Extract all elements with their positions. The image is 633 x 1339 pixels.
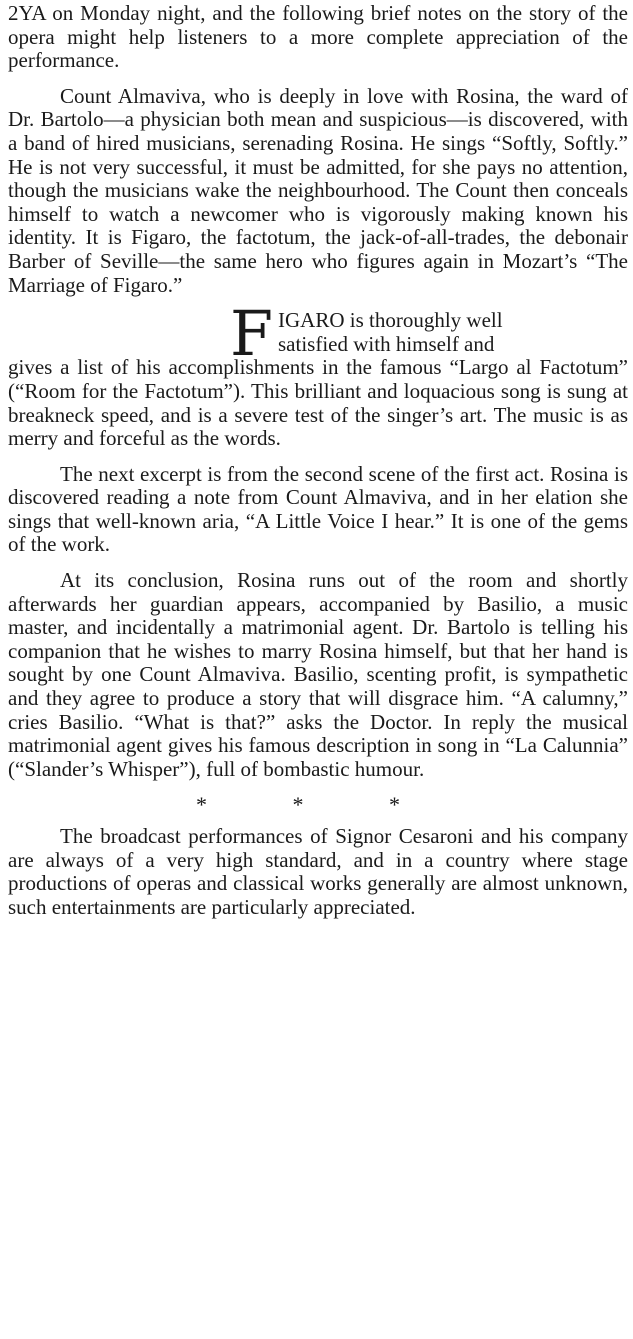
- article-column: [8, 2, 628, 931]
- paragraph-figaro-line1: IGARO is thoroughly well: [278, 308, 503, 333]
- paragraph-intro: 2YA on Monday night, and the following brief notes on the story of the opera might help listeners to a more complete appreciation of the performance.: [8, 1, 628, 73]
- paragraph-figaro-rest: gives a list of his accomplishments in the famous “Largo al Factotum” (“Room for the Factotum”). This brilliant and loquacious song is sung at breakneck speed, and is a severe test of the singer’s art. The music is as merry and forceful as the words.: [8, 355, 628, 451]
- paragraph-figaro-line2: satisfied with himself and: [278, 331, 495, 356]
- paragraph-count-almaviva: Count Almaviva, who is deeply in love with Rosina, the ward of Dr. Bartolo—a physician both mean and suspicious—is discovered, with a band of hired musicians, serenading Rosina. He sings “Softly, Softly.” He is not very successful, it must be admitted, for she pays no attention, though the musicians wake the neighbourhood. The Count then conceals himself to watch a newcomer who is vigorously making known his identity. It is Figaro, the factotum, the jack-of-all-trades, the debonair Barber of Seville—the same hero who figures again in Mozart’s “The Marriage of Figaro.”: [8, 83, 628, 297]
- paragraph-figaro: [8, 297, 628, 451]
- paragraph-broadcast: The broadcast performances of Signor Cesaroni and his company are always of a very high standard, and in a country where stage productions of operas and classical works generally are almost unknown, such entertainments are particularly appreciated.: [8, 824, 628, 919]
- drop-cap-letter: F: [230, 297, 274, 371]
- section-separator: * * *: [196, 792, 440, 818]
- paragraph-next-excerpt: The next excerpt is from the second scene of the first act. Rosina is discovered reading a note from Count Almaviva, and in her elation she sings that well-known aria, “A Little Voice I hear.” It is one of the gems of the work.: [8, 461, 628, 557]
- paragraph-conclusion: At its conclusion, Rosina runs out of the room and shortly afterwards her guardian appears, accompanied by Basilio, a music master, and incidentally a matrimonial agent. Dr. Bartolo is telling his companion that he wishes to marry Rosina himself, but that her hand is sought by one Count Almaviva. Basilio, scenting profit, is sympathetic and they agree to produce a story that will disgrace him. “A calumny,” cries Basilio. “What is that?” asks the Doctor. In reply the musical matrimonial agent gives his famous description in song in “La Calunnia” (“Slander’s Whisper”), full of bombastic humour.: [8, 568, 628, 781]
